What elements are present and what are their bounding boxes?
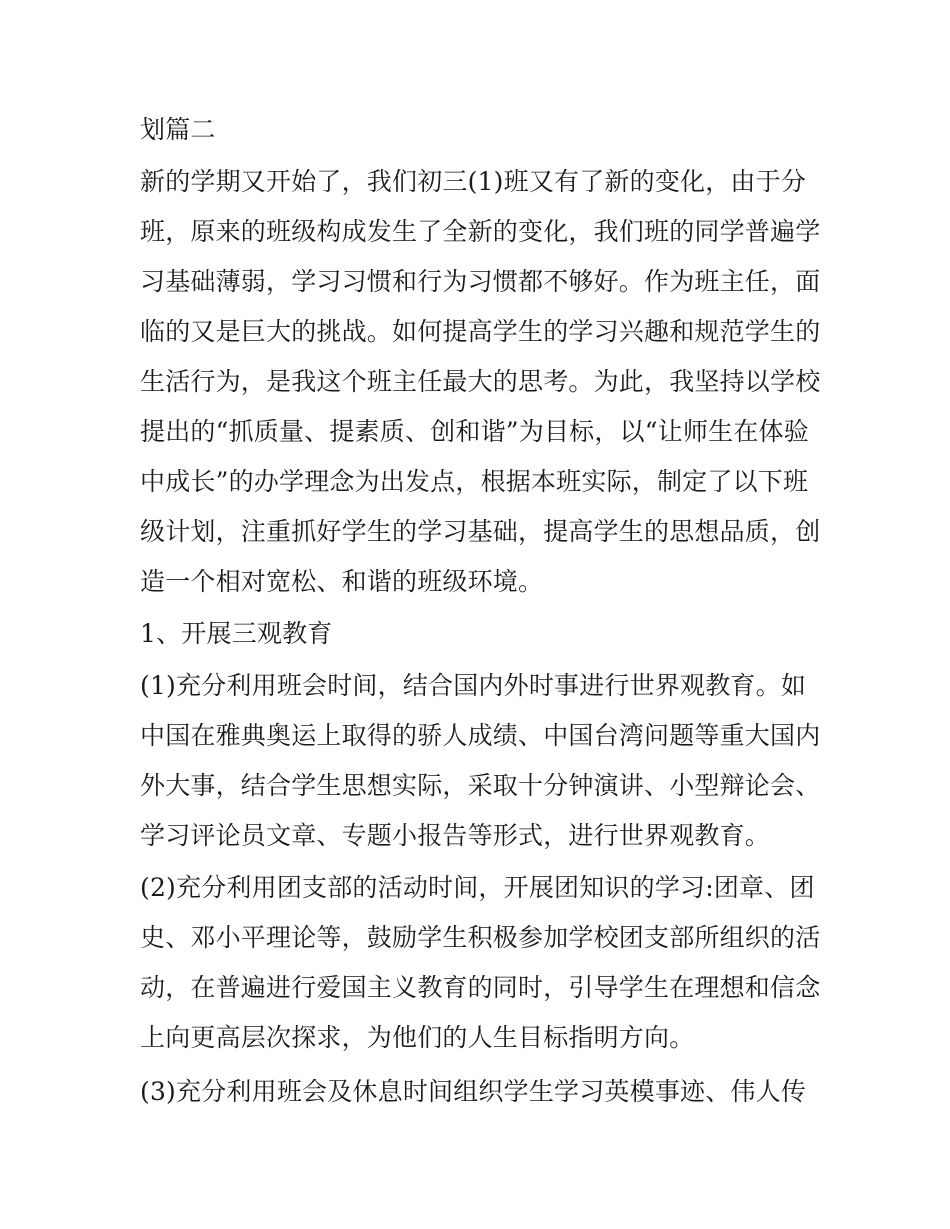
paragraph-line: 外大事，结合学生思想实际，采取十分钟演讲、小型辩论会、 — [140, 771, 821, 800]
paragraph-line: 上向更高层次探求，为他们的人生目标指明方向。 — [140, 1023, 695, 1052]
paragraph-line: (1)充分利用班会时间，结合国内外时事进行世界观教育。如 — [140, 671, 807, 700]
paragraph-line: (3)充分利用班会及休息时间组织学生学习英模事迹、伟人传 — [140, 1077, 807, 1106]
paragraph-line: 班，原来的班级构成发生了全新的变化，我们班的同学普遍学 — [140, 217, 821, 246]
subsection-heading: 1、开展三观教育 — [140, 619, 333, 648]
section-heading: 划篇二 — [140, 115, 216, 144]
paragraph-line: 新的学期又开始了，我们初三(1)班又有了新的变化，由于分 — [140, 167, 807, 196]
paragraph-line: 级计划，注重抓好学生的学习基础，提高学生的思想品质，创 — [140, 517, 821, 546]
paragraph-line: 史、邓小平理论等，鼓励学生积极参加学校团支部所组织的活 — [140, 923, 821, 952]
paragraph-line: 学习评论员文章、专题小报告等形式，进行世界观教育。 — [140, 821, 771, 850]
paragraph-line: 造一个相对宽松、和谐的班级环境。 — [140, 567, 544, 596]
paragraph-line: 动，在普遍进行爱国主义教育的同时，引导学生在理想和信念 — [140, 973, 821, 1002]
paragraph-line: (2)充分利用团支部的活动时间，开展团知识的学习:团章、团 — [140, 873, 815, 902]
paragraph-line: 提出的“抓质量、提素质、创和谐”为目标，以“让师生在体验 — [140, 417, 809, 446]
paragraph-line: 中成长”的办学理念为出发点，根据本班实际，制定了以下班 — [140, 467, 809, 496]
paragraph-line: 生活行为，是我这个班主任最大的思考。为此，我坚持以学校 — [140, 367, 821, 396]
paragraph-line: 中国在雅典奥运上取得的骄人成绩、中国台湾问题等重大国内 — [140, 721, 821, 750]
paragraph-line: 临的又是巨大的挑战。如何提高学生的学习兴趣和规范学生的 — [140, 317, 821, 346]
paragraph-line: 习基础薄弱，学习习惯和行为习惯都不够好。作为班主任，面 — [140, 267, 821, 296]
